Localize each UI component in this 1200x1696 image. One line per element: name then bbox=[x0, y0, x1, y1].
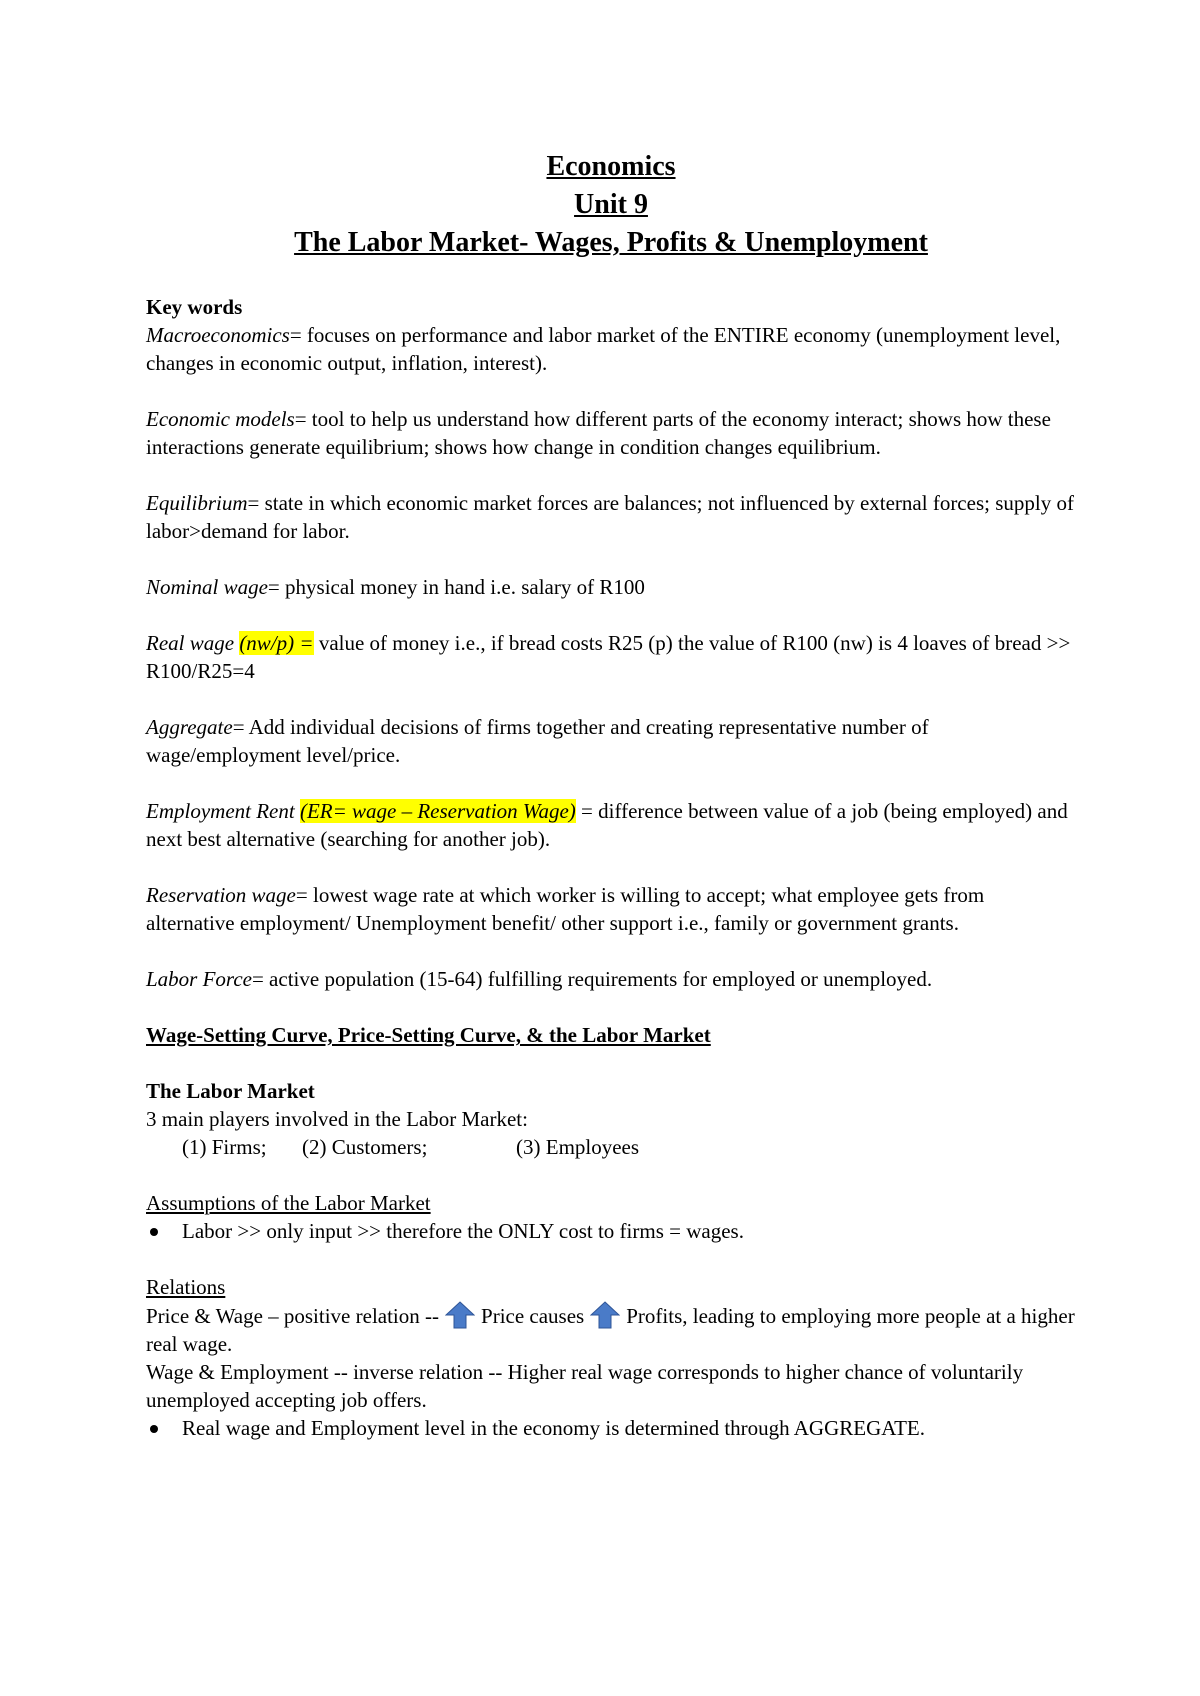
player-customers: (2) Customers; bbox=[302, 1135, 428, 1159]
labor-market-heading: The Labor Market bbox=[146, 1079, 315, 1103]
term-label: Aggregate bbox=[146, 715, 233, 739]
players-intro: 3 main players involved in the Labor Market: bbox=[146, 1107, 528, 1131]
key-words-heading: Key words bbox=[146, 295, 243, 319]
term-definition: = Add individual decisions of firms together and creating representative number of wage/employment level/price. bbox=[146, 715, 929, 767]
title-line-1: Economics bbox=[546, 151, 676, 182]
highlighted-formula: (nw/p) = bbox=[239, 631, 314, 655]
up-arrow-icon bbox=[445, 1301, 475, 1329]
term-label: Employment Rent bbox=[146, 799, 300, 823]
document-title bbox=[146, 148, 1076, 262]
relation-price-wage: Price & Wage – positive relation -- Price causes Profits, leading to employing more people at a higher real wage. bbox=[146, 1301, 1076, 1358]
player-employees: (3) Employees bbox=[516, 1135, 640, 1159]
title-line-2: Unit 9 bbox=[574, 189, 648, 220]
relations-list bbox=[146, 1414, 1076, 1442]
list-item: Labor >> only input >> therefore the ONLY cost to firms = wages. bbox=[146, 1217, 1076, 1245]
list-item: Real wage and Employment level in the economy is determined through AGGREGATE. bbox=[146, 1414, 1076, 1442]
title-line-3: The Labor Market- Wages, Profits & Unemployment bbox=[294, 227, 928, 258]
definition-real-wage bbox=[146, 629, 1076, 685]
term-label: Real wage bbox=[146, 631, 240, 655]
term-label: Macroeconomics bbox=[146, 323, 290, 347]
term-label: Nominal wage bbox=[146, 575, 268, 599]
term-definition: = tool to help us understand how different parts of the economy interact; shows how these interactions generate equilibrium; shows how change in condition changes equilibrium. bbox=[146, 407, 1051, 459]
definition-equilibrium bbox=[146, 489, 1076, 545]
assumptions-list bbox=[146, 1217, 1076, 1245]
term-label: Equilibrium bbox=[146, 491, 248, 515]
relation-wage-employment: Wage & Employment -- inverse relation -- Higher real wage corresponds to higher chance of voluntarily unemployed accepting job offers. bbox=[146, 1360, 1024, 1412]
document-content bbox=[146, 148, 1076, 1442]
term-definition: value of money i.e., if bread costs R25 (p) the value of R100 (nw) is 4 loaves of bread >> R100/R25=4 bbox=[146, 631, 1071, 683]
section-heading: Wage-Setting Curve, Price-Setting Curve, & the Labor Market bbox=[146, 1023, 711, 1047]
term-label: Labor Force bbox=[146, 967, 252, 991]
term-definition: = focuses on performance and labor market of the ENTIRE economy (unemployment level, changes in economic output, inflation, interest). bbox=[146, 323, 1061, 375]
players-list bbox=[146, 1133, 1076, 1161]
bullet-icon bbox=[150, 1425, 158, 1433]
term-definition: = lowest wage rate at which worker is willing to accept; what employee gets from alternative employment/ Unemployment benefit/ other support i.e., family or government grants. bbox=[146, 883, 985, 935]
definition-nominal-wage bbox=[146, 573, 1076, 601]
highlighted-formula: (ER= wage – Reservation Wage) bbox=[299, 799, 576, 823]
definition-employment-rent bbox=[146, 797, 1076, 853]
definition-economic-models bbox=[146, 405, 1076, 461]
term-definition: = physical money in hand i.e. salary of R100 bbox=[267, 575, 645, 599]
definition-labor-force bbox=[146, 965, 1076, 993]
bullet-icon bbox=[150, 1228, 158, 1236]
player-firms: (1) Firms; bbox=[182, 1135, 267, 1159]
definition-aggregate bbox=[146, 713, 1076, 769]
term-definition: = state in which economic market forces are balances; not influenced by external forces; supply of labor>demand for labor. bbox=[146, 491, 1074, 543]
assumptions-heading: Assumptions of the Labor Market bbox=[146, 1191, 431, 1215]
term-label: Reservation wage bbox=[146, 883, 296, 907]
definition-macroeconomics bbox=[146, 321, 1076, 377]
up-arrow-icon bbox=[590, 1301, 620, 1329]
term-definition: = active population (15-64) fulfilling requirements for employed or unemployed. bbox=[251, 967, 933, 991]
definition-reservation-wage bbox=[146, 881, 1076, 937]
relations-heading: Relations bbox=[146, 1275, 226, 1299]
term-definition: = difference between value of a job (being employed) and next best alternative (searching for another job). bbox=[146, 799, 1068, 851]
term-label: Economic models bbox=[146, 407, 295, 431]
